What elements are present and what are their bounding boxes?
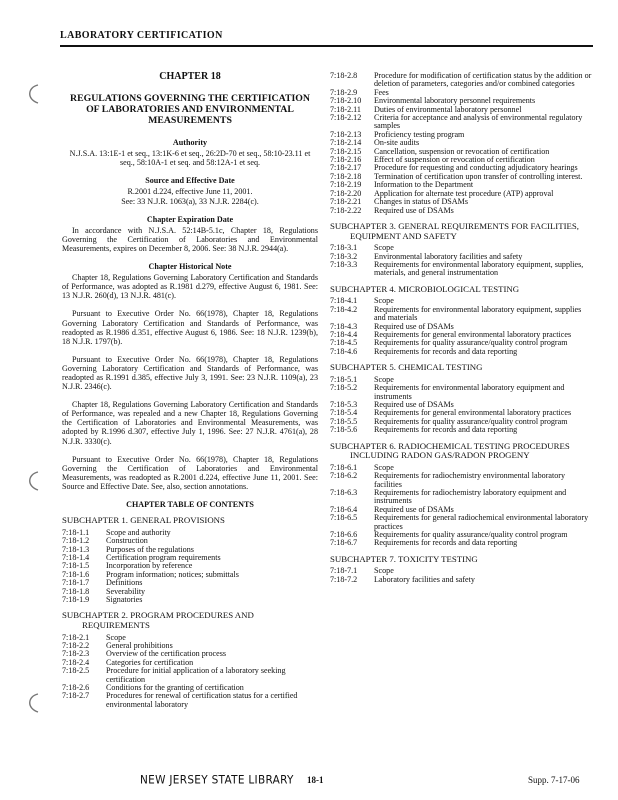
toc-entry [330, 114, 593, 131]
toc-list [330, 72, 593, 215]
page-number: 18-1 [307, 775, 324, 785]
section-title: Requirements for records and data reporting [374, 346, 518, 356]
source-line: R.2001 d.224, effective June 11, 2001. [127, 187, 253, 197]
toc-entry [330, 261, 593, 278]
subchapter-heading: SUBCHAPTER 6. RADIOCHEMICAL TESTING PROCEDURES INCLUDING RADON GAS/RADON PROGENY [330, 440, 570, 461]
history-paragraph: Chapter 18, Regulations Governing Laboratory Certification and Standards of Performance, was adopted as R.1981 d.279, effective August 6, 1981. See: 13 N.J.R. 260(d), 13 N.J.R. 481(c). [62, 273, 318, 301]
section-number: 7:18-1.6 [62, 569, 90, 579]
section-number: 7:18-5.1 [330, 374, 358, 384]
toc-entry [62, 667, 318, 684]
section-number: 7:18-4.6 [330, 346, 358, 356]
history-paragraph: Chapter 18, Regulations Governing Laboratory Certification and Standards of Performance, was repealed and a new Chapter 18, Regulations Governing the Certification of Laboratories and Environmental Measurements, was adopted by R.1996 d.307, effective July 1, 1996. See: 27 N.J.R. 4761(a), 28 N.J.R. 3330(c). [62, 400, 318, 446]
toc-entry [62, 529, 318, 537]
authority-heading: Authority [172, 138, 208, 148]
section-title: Fees [374, 87, 389, 97]
toc-entry [330, 514, 593, 531]
running-header: LABORATORY CERTIFICATION [60, 30, 223, 41]
expiration-text: In accordance with N.J.S.A. 52:14B-5.1c, Chapter 18, Regulations Governing the Certification of Laboratories and Environmental Measurements, expires on December 8, 2006. See: 38 N.J.R. 2944(a). [62, 225, 318, 253]
source-line: See: 33 N.J.R. 1063(a), 33 N.J.R. 2284(c). [121, 196, 259, 206]
toc-entry [330, 472, 593, 489]
section-number: 7:18-1.2 [62, 536, 90, 546]
section-title: Program information; notices; submittals [106, 569, 239, 579]
section-number: 7:18-6.7 [330, 538, 358, 548]
toc-list [62, 634, 318, 710]
section-number: 7:18-1.4 [62, 552, 90, 562]
section-number: 7:18-6.4 [330, 504, 358, 514]
punch-hole-icon [22, 692, 42, 714]
section-number: 7:18-6.3 [330, 488, 358, 497]
section-title: Requirements for general environmental laboratory practices [374, 408, 572, 418]
section-number: 7:18-1.8 [62, 586, 90, 596]
section-title: Effect of suspension or revocation of certification [374, 155, 535, 165]
section-title: Requirements for general environmental laboratory practices [374, 329, 572, 339]
section-number: 7:18-2.1 [62, 632, 90, 642]
section-title: Construction [106, 536, 148, 546]
chapter-number: CHAPTER 18 [159, 71, 221, 82]
toc-entry [62, 596, 318, 604]
section-title: Termination of certification upon transfer of controlling interest. [374, 171, 583, 181]
subchapter-heading: SUBCHAPTER 1. GENERAL PROVISIONS [62, 515, 225, 526]
section-title: Incorporation by reference [106, 561, 193, 571]
right-column [330, 72, 593, 584]
section-title: Procedure for requesting and conducting adjudicatory hearings [374, 163, 578, 173]
section-number: 7:18-5.6 [330, 425, 358, 435]
section-title: Environmental laboratory personnel requirements [374, 96, 536, 106]
source-heading: Source and Effective Date [145, 176, 235, 186]
section-number: 7:18-2.18 [330, 171, 362, 181]
section-number: 7:18-2.13 [330, 129, 362, 139]
header-rule [60, 45, 593, 47]
section-title: Requirements for records and data reporting [374, 425, 518, 435]
section-number: 7:18-2.21 [330, 197, 362, 207]
toc-entry [330, 384, 593, 401]
section-title: Overview of the certification process [106, 649, 227, 659]
toc-entry [330, 306, 593, 323]
toc-entry [330, 348, 593, 356]
toc-list [330, 297, 593, 356]
punch-hole-icon [22, 470, 42, 492]
toc-list [330, 244, 593, 278]
history-paragraph: Pursuant to Executive Order No. 66(1978), Chapter 18, Regulations Governing the Certification of Laboratories and Environmental Measurements, was readopted as R.2001 d.224, effective June 11, 2001. See: Source and Effective Date. See, also, section annotations. [62, 454, 318, 491]
section-number: 7:18-1.1 [62, 527, 90, 537]
section-title: Requirements for radiochemistry environmental laboratory facilities [374, 471, 566, 489]
section-title: Duties of environmental laboratory personnel [374, 104, 522, 114]
section-number: 7:18-6.5 [330, 513, 358, 523]
section-number: 7:18-2.5 [62, 666, 90, 676]
section-number: 7:18-3.1 [330, 243, 358, 253]
section-title: Requirements for general radiochemical environmental laboratory practices [374, 513, 589, 531]
subchapter-heading: SUBCHAPTER 4. MICROBIOLOGICAL TESTING [330, 283, 520, 294]
section-title: Cancellation, suspension or revocation of certification [374, 146, 550, 156]
section-number: 7:18-4.5 [330, 338, 358, 348]
section-title: Scope [374, 374, 394, 384]
toc-entry [330, 72, 593, 89]
section-number: 7:18-2.17 [330, 163, 362, 173]
toc-entry [330, 198, 593, 206]
section-number: 7:18-4.4 [330, 329, 358, 339]
toc-entry [62, 692, 318, 709]
section-title: Requirements for records and data reporting [374, 538, 518, 548]
section-number: 7:18-2.22 [330, 205, 362, 215]
punch-hole-icon [22, 83, 42, 105]
section-number: 7:18-2.10 [330, 96, 362, 106]
section-title: Requirements for environmental laboratory equipment, supplies and materials [374, 304, 582, 323]
section-number: 7:18-5.2 [330, 383, 358, 393]
toc-entry [330, 489, 593, 506]
section-title: Requirements for environmental laboratory equipment and instruments [374, 383, 565, 401]
toc-entry [62, 579, 318, 587]
section-number: 7:18-2.16 [330, 155, 362, 165]
section-title: Procedure for modification of certification status by the addition or deletion of parameters, categories and/or combined categories [374, 71, 592, 89]
section-title: Requirements for quality assurance/quality control program [374, 416, 568, 426]
history-heading: Chapter Historical Note [148, 262, 232, 272]
toc-entry [330, 576, 593, 584]
section-number: 7:18-7.2 [330, 574, 358, 584]
toc-heading: CHAPTER TABLE OF CONTENTS [126, 500, 254, 509]
section-title: Requirements for radiochemistry laboratory equipment and instruments [374, 488, 567, 506]
section-title: Proficiency testing program [374, 129, 465, 139]
section-title: Scope [374, 296, 394, 306]
section-number: 7:18-2.15 [330, 146, 362, 156]
section-number: 7:18-4.3 [330, 321, 358, 331]
expiration-heading: Chapter Expiration Date [146, 214, 234, 224]
section-number: 7:18-4.2 [330, 304, 358, 314]
section-number: 7:18-2.8 [330, 71, 358, 80]
history-paragraph: Pursuant to Executive Order No. 66(1978), Chapter 18, Regulations Governing Laboratory Certification and Standards of Performance, was readopted as R.1986 d.351, effective August 6, 1986. See: 18 N.J.R. 1239(b), 18 N.J.R. 1797(b). [62, 309, 318, 346]
section-title: Application for alternate test procedure (ATP) approval [374, 188, 554, 198]
section-title: Signatories [106, 594, 143, 604]
toc-entry [62, 634, 318, 642]
toc-list [330, 376, 593, 435]
subchapter-heading: SUBCHAPTER 3. GENERAL REQUIREMENTS FOR FACILITIES, EQUIPMENT AND SAFETY [330, 220, 580, 241]
section-title: On-site audits [374, 138, 420, 148]
section-number: 7:18-5.4 [330, 408, 358, 418]
section-title: Required use of DSAMs [374, 399, 454, 409]
section-number: 7:18-1.7 [62, 578, 90, 588]
toc-list [330, 464, 593, 548]
subchapter-heading: SUBCHAPTER 5. CHEMICAL TESTING [330, 362, 483, 373]
section-number: 7:18-3.2 [330, 251, 358, 261]
section-title: Purposes of the regulations [106, 544, 194, 554]
section-number: 7:18-6.6 [330, 530, 358, 540]
section-number: 7:18-2.3 [62, 649, 90, 659]
section-title: Severability [106, 586, 146, 596]
section-title: Requirements for environmental laboratory equipment, supplies, materials, and general instrumentation [374, 259, 584, 278]
section-number: 7:18-2.12 [330, 113, 362, 123]
section-number: 7:18-1.5 [62, 561, 90, 571]
section-number: 7:18-5.3 [330, 399, 358, 409]
section-title: Scope [374, 462, 394, 472]
chapter-title: REGULATIONS GOVERNING THE CERTIFICATION OF LABORATORIES AND ENVIRONMENTAL MEASUREMENTS [70, 93, 310, 127]
subchapter-heading: SUBCHAPTER 7. TOXICITY TESTING [330, 553, 478, 564]
authority-text: N.J.S.A. 13:1E-1 et seq., 13:1K-6 et seq., 26:2D-70 et seq., 58:10-23.11 et seq., 58:10A-1 et seq. and 58:12A-1 et seq. [69, 149, 311, 168]
section-number: 7:18-6.2 [330, 471, 358, 481]
section-title: Categories for certification [106, 657, 194, 667]
toc-entry [330, 539, 593, 547]
section-title: Definitions [106, 578, 143, 588]
section-number: 7:18-2.14 [330, 138, 362, 148]
toc-entry [62, 571, 318, 579]
section-title: Scope [374, 566, 394, 576]
section-number: 7:18-2.2 [62, 640, 90, 650]
section-title: General prohibitions [106, 640, 173, 650]
section-number: 7:18-3.3 [330, 259, 358, 269]
section-title: Requirements for quality assurance/quality control program [374, 530, 568, 540]
history-paragraph: Pursuant to Executive Order No. 66(1978), Chapter 18, Regulations Governing Laboratory Certification and Standards of Performance, was readopted as R.1991 d.385, effective July 3, 1991. See: 23 N.J.R. 1109(a), 23 N.J.R. 2346(c). [62, 354, 318, 392]
section-number: 7:18-1.9 [62, 594, 90, 604]
section-title: Criteria for acceptance and analysis of environmental regulatory samples [374, 113, 583, 131]
section-title: Scope [374, 243, 394, 253]
section-title: Required use of DSAMs [374, 205, 454, 215]
section-number: 7:18-2.19 [330, 180, 362, 190]
section-number: 7:18-2.20 [330, 188, 362, 198]
section-number: 7:18-2.4 [62, 657, 90, 667]
toc-list [62, 529, 318, 605]
left-column [62, 72, 318, 709]
section-number: 7:18-5.5 [330, 416, 358, 426]
supplement-date: Supp. 7-17-06 [528, 775, 580, 785]
section-title: Conditions for the granting of certification [106, 682, 244, 692]
toc-entry [330, 131, 593, 139]
section-title: Certification program requirements [106, 552, 221, 562]
section-number: 7:18-7.1 [330, 566, 358, 576]
subchapter-heading: SUBCHAPTER 2. PROGRAM PROCEDURES AND REQUIREMENTS [62, 610, 254, 630]
section-number: 7:18-2.9 [330, 87, 358, 97]
section-number: 7:18-2.6 [62, 682, 90, 692]
section-title: Scope and authority [106, 527, 171, 537]
section-title: Information to the Department [374, 180, 474, 190]
section-title: Requirements for quality assurance/quality control program [374, 338, 568, 348]
section-title: Required use of DSAMs [374, 504, 454, 514]
toc-list [330, 567, 593, 584]
section-title: Required use of DSAMs [374, 321, 454, 331]
section-title: Procedures for renewal of certification status for a certified environmental laboratory [106, 691, 298, 709]
section-number: 7:18-2.7 [62, 691, 90, 701]
section-number: 7:18-6.1 [330, 462, 358, 472]
section-number: 7:18-1.3 [62, 544, 90, 554]
section-number: 7:18-4.1 [330, 296, 358, 306]
section-title: Scope [106, 632, 126, 642]
toc-entry [330, 207, 593, 215]
section-number: 7:18-2.11 [330, 104, 361, 114]
section-title: Environmental laboratory facilities and safety [374, 251, 523, 261]
library-stamp: NEW JERSEY STATE LIBRARY [140, 773, 294, 787]
toc-entry [62, 588, 318, 596]
section-title: Changes in status of DSAMs [374, 197, 468, 207]
toc-entry [330, 426, 593, 434]
section-title: Laboratory facilities and safety [374, 574, 475, 584]
section-title: Procedure for initial application of a laboratory seeking certification [106, 666, 286, 684]
